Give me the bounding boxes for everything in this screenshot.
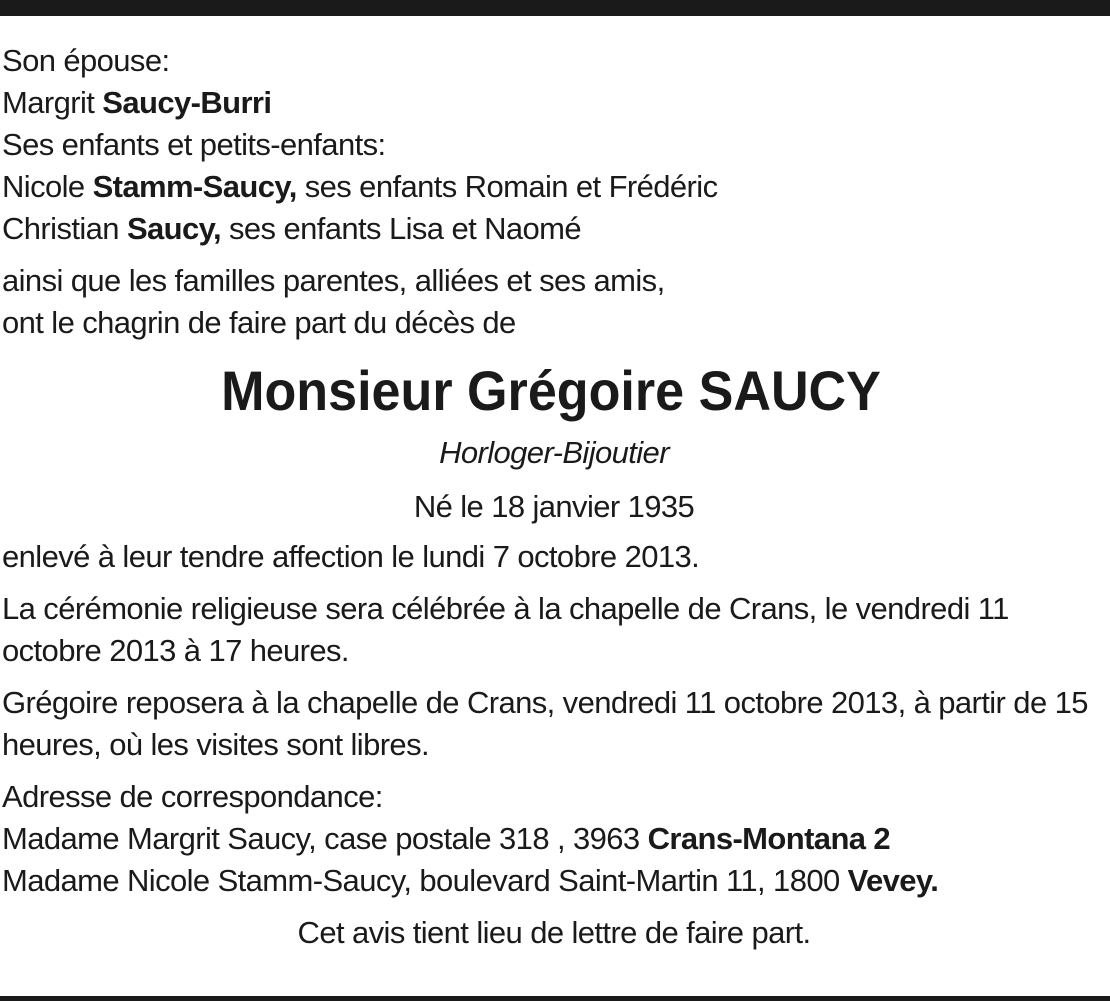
child2-grandchildren: ses enfants Lisa et Naomé [229,211,582,246]
child2-last-name: Saucy, [126,211,221,246]
child1-last-name: Stamm-Saucy, [92,169,297,204]
child-line-1 [2,166,1106,208]
viewing-info: Grégoire reposera à la chapelle de Crans, vendredi 11 octobre 2013, à partir de 15 heures, où les visites sont libres. [2,685,1088,762]
child1-first-name: Nicole [2,169,85,204]
profession: Horloger-Bijoutier [439,435,669,470]
spouse-first-name: Margrit [2,85,95,120]
top-rule [0,0,1110,16]
address-line-1 [2,818,1106,860]
address1-place: Crans-Montana 2 [647,821,891,856]
address-line-2 [2,860,1106,902]
death-statement: enlevé à leur tendre affection le lundi 7 octobre 2013. [2,539,700,574]
obituary-notice [2,40,1106,954]
address1-text: Madame Margrit Saucy, case postale 318 , 3963 [2,821,640,856]
children-heading: Ses enfants et petits-enfants: [2,127,386,162]
spouse-heading: Son épouse: [2,43,170,78]
address2-place: Vevey. [847,863,939,898]
address2-text: Madame Nicole Stamm-Saucy, boulevard Saint-Martin 11, 1800 [2,863,840,898]
child1-grandchildren: ses enfants Romain et Frédéric [304,169,718,204]
deceased-name: Monsieur Grégoire SAUCY [221,359,881,422]
closing-line: Cet avis tient lieu de lettre de faire part. [297,915,811,950]
bottom-rule [0,996,1110,1001]
ceremony-info: La cérémonie religieuse sera célébrée à la chapelle de Crans, le vendredi 11 octobre 2013 à 17 heures. [2,591,1009,668]
birth-date: Né le 18 janvier 1935 [413,489,695,524]
child-line-2 [2,208,1106,250]
address-heading: Adresse de correspondance: [2,779,383,814]
spouse-last-name: Saucy-Burri [102,85,272,120]
families-line-2: ont le chagrin de faire part du décès de [2,305,516,340]
families-line-1: ainsi que les familles parentes, alliées et ses amis, [2,263,665,298]
spouse-line [2,82,1106,124]
child2-first-name: Christian [2,211,119,246]
